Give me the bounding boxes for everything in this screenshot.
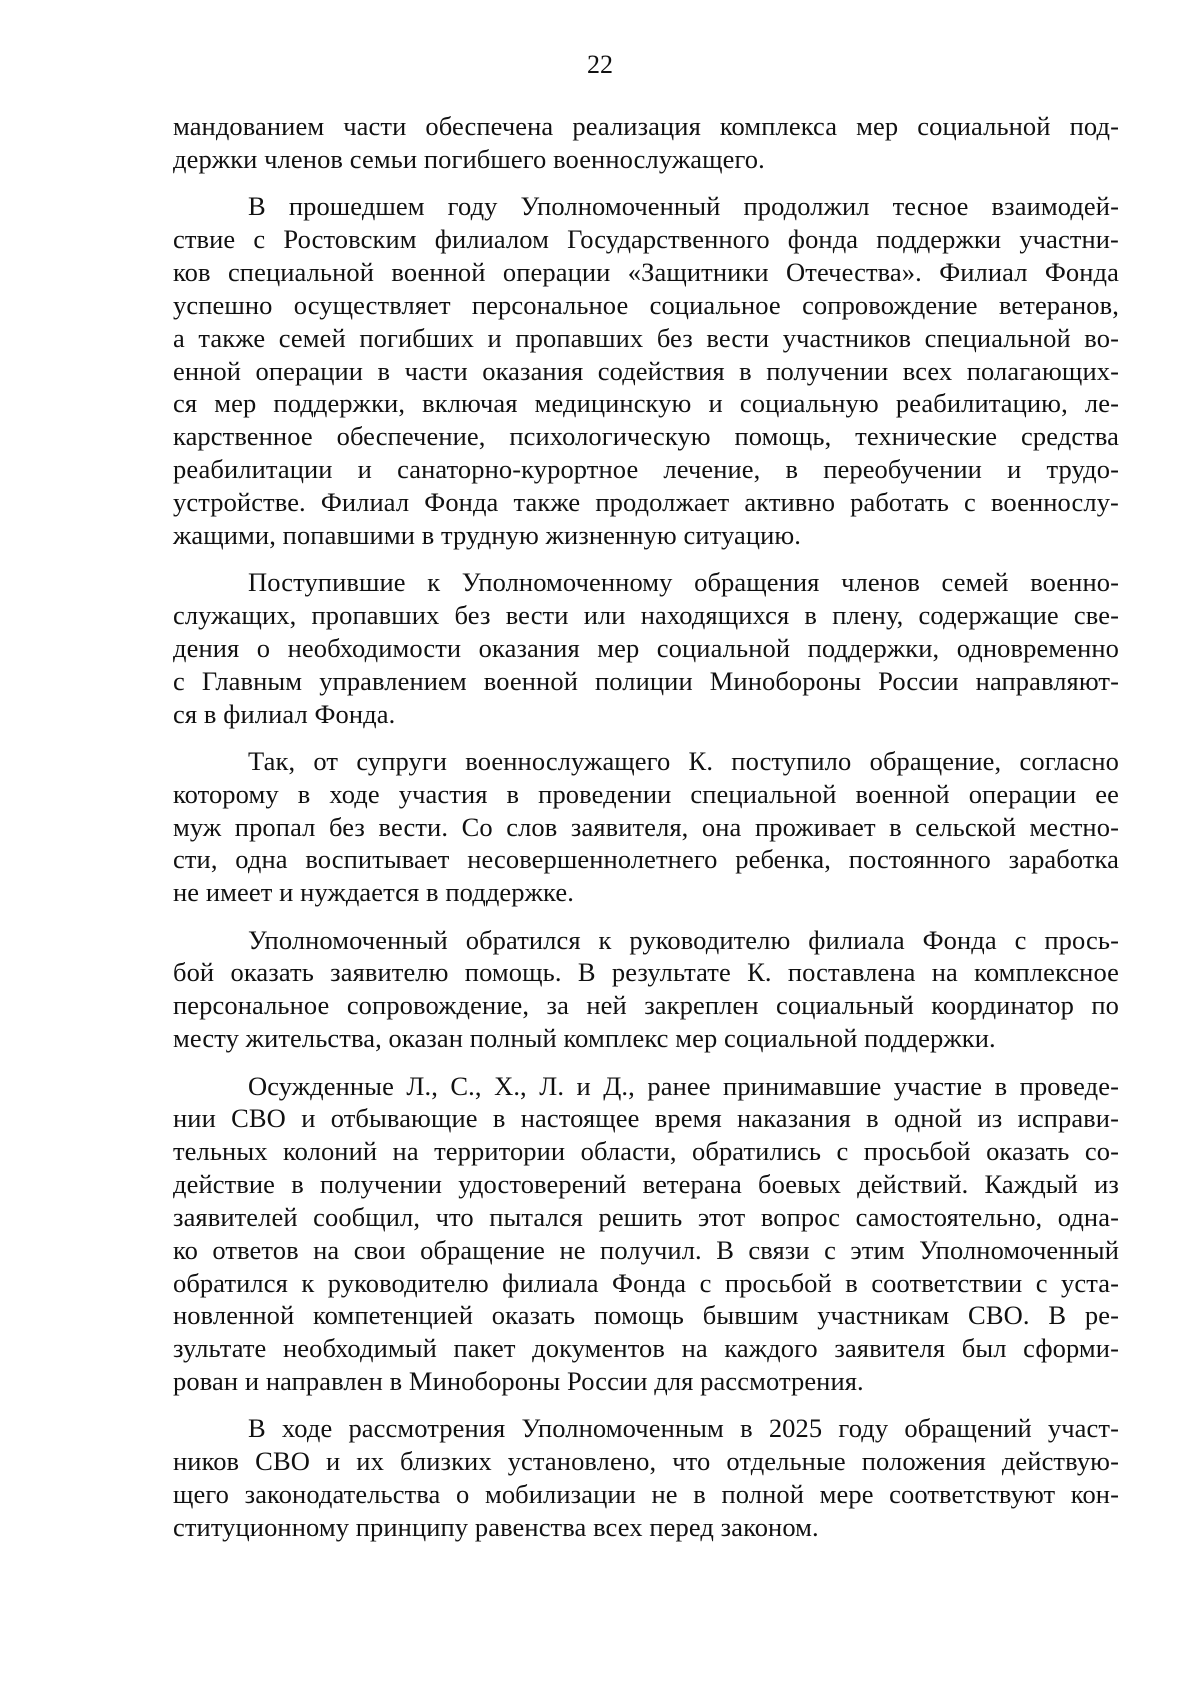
text-line: сти, одна воспитывает несовершеннолетнего ребенка, постоянного заработка bbox=[173, 844, 1119, 875]
text-line: Уполномоченный обратился к руководителю филиала Фонда с прось- bbox=[248, 924, 1119, 955]
text-line: В ходе рассмотрения Уполномоченным в 2025 году обращений участ- bbox=[248, 1413, 1119, 1444]
text-line: ков специальной военной операции «Защитники Отечества». Филиал Фонда bbox=[173, 256, 1119, 287]
text-line: ся мер поддержки, включая медицинскую и социальную реабилитацию, ле- bbox=[173, 388, 1119, 419]
text-line: В прошедшем году Уполномоченный продолжил тесное взаимодей- bbox=[248, 191, 1119, 222]
text-line: новленной компетенцией оказать помощь бывшим участникам СВО. В ре- bbox=[173, 1300, 1119, 1331]
text-line: служащих, пропавших без вести или находящихся в плену, содержащие све- bbox=[173, 599, 1119, 630]
text-line: ко ответов на свои обращение не получил. В связи с этим Уполномоченный bbox=[173, 1234, 1119, 1265]
text-line: месту жительства, оказан полный комплекс мер социальной поддержки. bbox=[173, 1023, 996, 1054]
text-line: персональное сопровождение, за ней закреплен социальный координатор по bbox=[173, 990, 1119, 1021]
text-line: не имеет и нуждается в поддержке. bbox=[173, 877, 574, 908]
text-line: ников СВО и их близких установлено, что отдельные положения действую- bbox=[173, 1446, 1119, 1477]
page-number: 22 bbox=[587, 50, 613, 79]
text-line: мандованием части обеспечена реализация комплекса мер социальной под- bbox=[173, 111, 1119, 141]
text-line: устройстве. Филиал Фонда также продолжает активно работать с военнослу- bbox=[173, 486, 1119, 517]
text-line: реабилитации и санаторно-курортное лечение, в переобучении и трудо- bbox=[173, 454, 1119, 484]
text-line: щего законодательства о мобилизации не в полной мере соответствуют кон- bbox=[173, 1479, 1119, 1510]
text-line: нии СВО и отбывающие в настоящее время наказания в одной из исправи- bbox=[173, 1103, 1119, 1134]
text-line: карственное обеспечение, психологическую помощь, технические средства bbox=[173, 421, 1119, 452]
text-line: ся в филиал Фонда. bbox=[173, 698, 396, 729]
text-line: ституционному принципу равенства всех перед законом. bbox=[173, 1512, 819, 1542]
text-line: Поступившие к Уполномоченному обращения членов семей военно- bbox=[248, 567, 1119, 598]
text-line: Так, от супруги военнослужащего К. поступило обращение, согласно bbox=[248, 745, 1119, 776]
text-line: тельных колоний на территории области, обратились с просьбой оказать со- bbox=[173, 1136, 1119, 1167]
text-line: зультате необходимый пакет документов на каждого заявителя был сформи- bbox=[173, 1333, 1119, 1364]
text-line: а также семей погибших и пропавших без вести участников специальной во- bbox=[173, 322, 1119, 353]
text-line: держки членов семьи погибшего военнослужащего. bbox=[173, 143, 765, 174]
text-line: рован и направлен в Минобороны России для рассмотрения. bbox=[173, 1366, 864, 1397]
text-line: успешно осуществляет персональное социальное сопровождение ветеранов, bbox=[173, 289, 1119, 320]
text-line: действие в получении удостоверений ветерана боевых действий. Каждый из bbox=[173, 1169, 1119, 1199]
text-line: ствие с Ростовским филиалом Государственного фонда поддержки участни- bbox=[173, 224, 1119, 254]
text-line: бой оказать заявителю помощь. В результате К. поставлена на комплексное bbox=[173, 957, 1119, 988]
text-line: дения о необходимости оказания мер социальной поддержки, одновременно bbox=[173, 632, 1119, 663]
text-line: с Главным управлением военной полиции Минобороны России направляют- bbox=[173, 665, 1119, 696]
text-line: которому в ходе участия в проведении специальной военной операции ее bbox=[173, 778, 1119, 809]
text-line: муж пропал без вести. Со слов заявителя, она проживает в сельской местно- bbox=[173, 811, 1119, 842]
text-line: Осужденные Л., С., Х., Л. и Д., ранее принимавшие участие в проведе- bbox=[248, 1070, 1119, 1101]
text-line: обратился к руководителю филиала Фонда с просьбой в соответствии с уста- bbox=[173, 1267, 1119, 1298]
text-line: жащими, попавшими в трудную жизненную ситуацию. bbox=[173, 519, 802, 550]
text-line: енной операции в части оказания содействия в получении всех полагающих- bbox=[173, 355, 1119, 386]
text-line: заявителей сообщил, что пытался решить этот вопрос самостоятельно, одна- bbox=[173, 1201, 1119, 1232]
